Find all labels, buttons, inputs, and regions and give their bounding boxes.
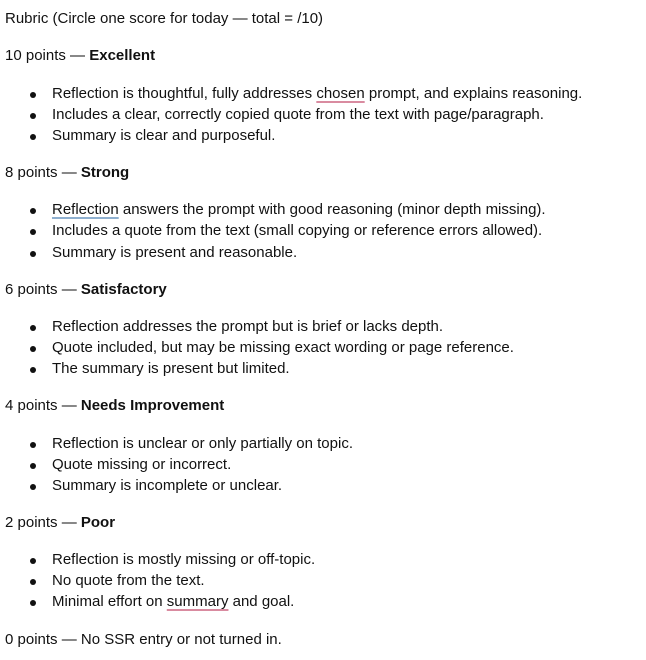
level-heading-8: 8 points — Strong bbox=[5, 164, 130, 181]
spelling-flag[interactable]: summary bbox=[166, 593, 229, 610]
level-heading-10: 10 points — Excellent bbox=[5, 47, 156, 64]
bullet-icon bbox=[30, 442, 36, 448]
bullet-icon bbox=[30, 251, 36, 257]
grammar-flag[interactable]: Reflection bbox=[52, 201, 119, 218]
level-heading-2: 2 points — Poor bbox=[5, 514, 116, 531]
bullet-icon bbox=[30, 325, 36, 331]
bullet-icon bbox=[30, 208, 36, 214]
bullet-icon bbox=[30, 463, 36, 469]
bullet-icon bbox=[30, 113, 36, 119]
bullet-icon bbox=[30, 558, 36, 564]
level-heading-6: 6 points — Satisfactory bbox=[5, 281, 167, 298]
bullet-icon bbox=[30, 92, 36, 98]
level-heading-4: 4 points — Needs Improvement bbox=[5, 397, 225, 414]
bullet-icon bbox=[30, 134, 36, 140]
bullet-icon bbox=[30, 229, 36, 235]
bullet-icon bbox=[30, 367, 36, 373]
bullet-icon bbox=[30, 579, 36, 585]
bullet-icon bbox=[30, 346, 36, 352]
bullet-icon bbox=[30, 484, 36, 490]
spelling-flag[interactable]: chosen bbox=[316, 85, 365, 102]
zero-points-line: 0 points — No SSR entry or not turned in. bbox=[5, 631, 282, 648]
bullet-icon bbox=[30, 600, 36, 606]
rubric-title: Rubric (Circle one score for today — total = /10) bbox=[5, 10, 324, 27]
